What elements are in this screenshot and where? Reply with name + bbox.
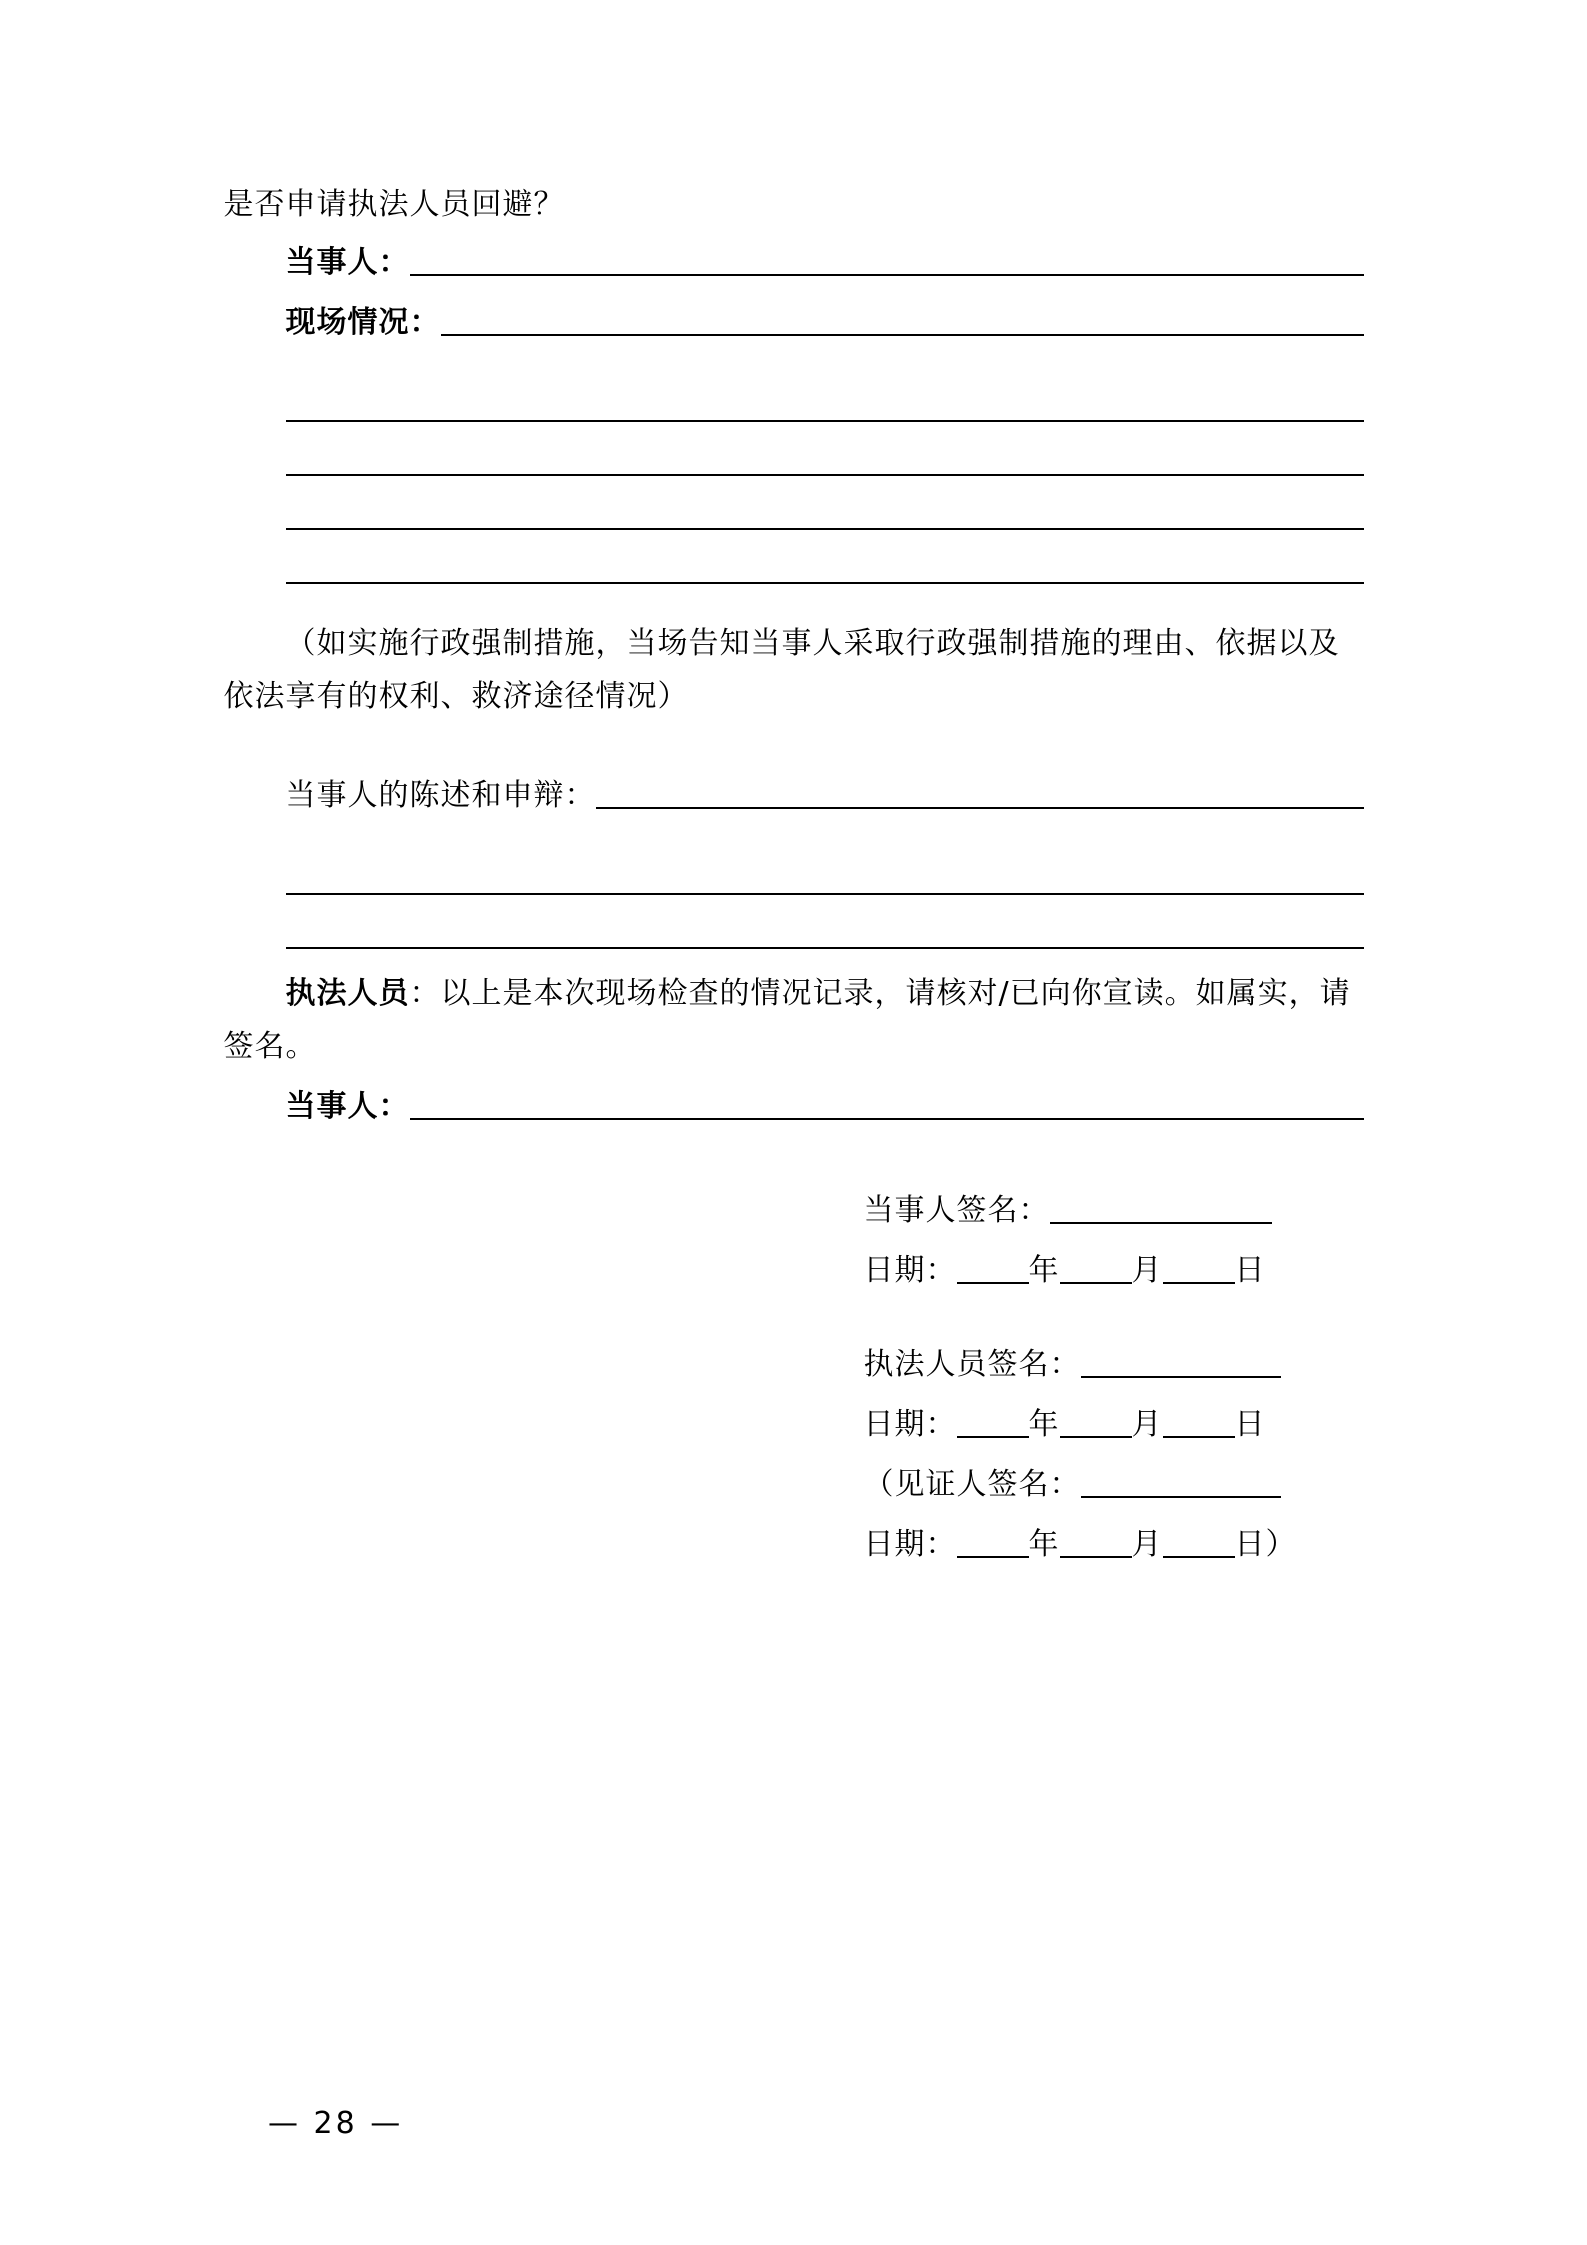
statement-label: 当事人的陈述和申辩： (285, 778, 596, 813)
witness-date-label: 日期： (863, 1526, 957, 1562)
officer-date-month-rule[interactable] (1060, 1435, 1132, 1438)
officer-date-label: 日期： (863, 1406, 957, 1442)
party-date-row (863, 1252, 1364, 1290)
officer-signature-row (863, 1346, 1364, 1384)
officer-signature-label: 执法人员签名： (863, 1346, 1081, 1382)
officer-paragraph-rest: ：以上是本次现场检查的情况记录，请核对/已向你宣读。如属实，请签名。 (223, 976, 1351, 1065)
party-date-day-unit: 日 (1234, 1252, 1266, 1288)
officer-date-day-unit: 日 (1234, 1406, 1266, 1442)
witness-date-month-rule[interactable] (1060, 1555, 1132, 1558)
party-date-month-rule[interactable] (1060, 1281, 1132, 1284)
officer-date-year-unit: 年 (1028, 1406, 1060, 1442)
party-label-2: 当事人： (285, 1088, 410, 1124)
party-date-year-rule[interactable] (957, 1281, 1029, 1284)
statement-blank-line-1[interactable] (286, 841, 1364, 895)
party-date-day-rule[interactable] (1163, 1281, 1235, 1284)
scene-blank-line-4[interactable] (286, 530, 1364, 584)
document-body (223, 187, 1364, 1564)
witness-signature-rule[interactable] (1081, 1495, 1281, 1498)
spacer-between-signatures (864, 1316, 1364, 1350)
witness-date-day-unit: 日） (1234, 1526, 1297, 1562)
spacer-before-officer (224, 949, 1364, 967)
party-signature-label: 当事人签名： (863, 1192, 1050, 1228)
party-field-row-2 (285, 1088, 1364, 1126)
scene-field-row (285, 305, 1364, 342)
party-signature-rule[interactable] (1050, 1221, 1272, 1224)
coercive-measure-note: （如实施行政强制措施，当场告知当事人采取行政强制措施的理由、依据以及依法享有的权利、救济途径情况） (223, 626, 1340, 714)
party-signature-row (863, 1192, 1364, 1230)
officer-date-month-unit: 月 (1131, 1406, 1163, 1442)
scene-label: 现场情况： (285, 305, 441, 340)
party-input-rule-2[interactable] (410, 1117, 1364, 1120)
scene-input-rule[interactable] (441, 333, 1364, 336)
officer-paragraph-bold: 执法人员 (285, 976, 410, 1011)
officer-paragraph (224, 967, 1364, 1074)
witness-date-day-rule[interactable] (1163, 1555, 1235, 1558)
officer-signature-rule[interactable] (1081, 1375, 1281, 1378)
recusal-question: 是否申请执法人员回避？ (223, 187, 565, 222)
witness-date-month-unit: 月 (1131, 1526, 1163, 1562)
spacer-after-note (224, 723, 1364, 781)
scene-blank-line-3[interactable] (286, 476, 1364, 530)
signature-block (863, 1192, 1364, 1564)
statement-input-rule[interactable] (596, 806, 1364, 809)
page-number: — 28 — (268, 2106, 404, 2141)
party-input-rule[interactable] (410, 273, 1364, 276)
witness-date-year-unit: 年 (1028, 1526, 1060, 1562)
party-label: 当事人： (285, 245, 410, 280)
officer-date-row (863, 1406, 1364, 1444)
party-date-year-unit: 年 (1028, 1252, 1060, 1288)
scene-blank-line-2[interactable] (286, 422, 1364, 476)
officer-date-day-rule[interactable] (1163, 1435, 1235, 1438)
statement-field-row (285, 778, 1364, 815)
party-field-row (285, 245, 1364, 282)
witness-signature-row (863, 1466, 1364, 1504)
witness-date-year-rule[interactable] (957, 1555, 1029, 1558)
witness-date-row (863, 1526, 1364, 1564)
party-date-month-unit: 月 (1131, 1252, 1163, 1288)
party-date-label: 日期： (863, 1252, 957, 1288)
statement-blank-line-2[interactable] (286, 895, 1364, 949)
scene-blank-line-1[interactable] (286, 368, 1364, 422)
witness-signature-label: （见证人签名： (863, 1466, 1081, 1502)
officer-date-year-rule[interactable] (957, 1435, 1029, 1438)
